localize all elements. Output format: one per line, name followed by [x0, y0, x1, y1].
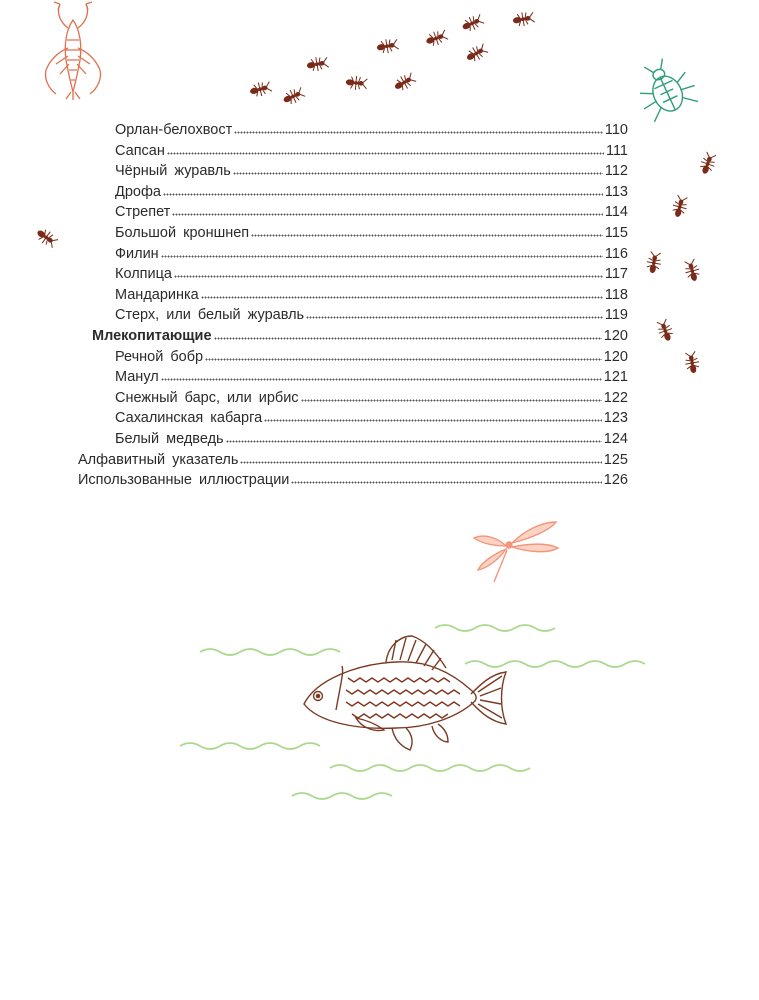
- toc-page-number: 115: [604, 224, 628, 241]
- toc-entry-label: Стрепет: [115, 204, 171, 221]
- toc-entry-label: Чёрный журавль: [115, 163, 231, 180]
- table-of-contents: [78, 120, 628, 491]
- toc-entry-label: Мандаринка: [115, 286, 199, 303]
- toc-entry[interactable]: [78, 244, 628, 265]
- toc-entry[interactable]: [78, 223, 628, 244]
- dragonfly-icon: [470, 516, 565, 588]
- toc-page-number: 118: [604, 286, 628, 303]
- leader-dots: [264, 410, 602, 422]
- toc-page-number: 111: [605, 142, 628, 159]
- toc-page-number: 126: [603, 472, 628, 489]
- toc-entry-label: Алфавитный указатель: [78, 451, 239, 468]
- toc-entry-label: Использованные иллюстрации: [78, 472, 290, 489]
- leader-dots: [251, 225, 603, 237]
- toc-entry-label: Манул: [115, 369, 159, 386]
- toc-page-number: 123: [603, 410, 628, 427]
- toc-page-number: 112: [604, 163, 628, 180]
- toc-section-mammals[interactable]: [78, 326, 628, 347]
- leader-dots: [161, 369, 602, 381]
- appendix-list: [78, 450, 628, 491]
- toc-entry[interactable]: [78, 367, 628, 388]
- toc-section-label: Млекопитающие: [92, 327, 212, 344]
- leader-dots: [291, 472, 601, 484]
- toc-page-number: 119: [604, 307, 628, 324]
- toc-entry-label: Сахалинская кабарга: [115, 410, 263, 427]
- toc-page-number: 121: [603, 369, 628, 386]
- leader-dots: [226, 431, 602, 443]
- toc-page-number: 122: [603, 389, 628, 406]
- beetle-icon: [626, 52, 706, 127]
- toc-entry[interactable]: [78, 429, 628, 450]
- toc-entry-label: Филин: [115, 245, 159, 262]
- toc-entry[interactable]: [78, 450, 628, 471]
- leader-dots: [240, 452, 601, 464]
- toc-entry[interactable]: [78, 347, 628, 368]
- toc-entry[interactable]: [78, 305, 628, 326]
- toc-entry-label: Орлан-белохвост: [115, 122, 233, 138]
- toc-entry[interactable]: [78, 470, 628, 491]
- toc-entry-label: Белый медведь: [115, 430, 224, 447]
- toc-page-number: 120: [603, 327, 628, 344]
- leader-dots: [306, 307, 603, 319]
- leader-dots: [172, 204, 603, 216]
- leader-dots: [161, 246, 603, 258]
- birds-list: [78, 120, 628, 326]
- toc-page-number: 110: [604, 122, 628, 138]
- toc-entry[interactable]: [78, 408, 628, 429]
- toc-entry-label: Сапсан: [115, 142, 165, 159]
- leader-dots: [205, 349, 602, 361]
- toc-entry[interactable]: [78, 388, 628, 409]
- toc-entry[interactable]: [78, 161, 628, 182]
- toc-entry[interactable]: [78, 264, 628, 285]
- toc-entry[interactable]: [78, 285, 628, 306]
- toc-entry-label: Большой кроншнеп: [115, 224, 250, 241]
- leader-dots: [234, 122, 603, 134]
- leader-dots: [301, 390, 602, 402]
- toc-entry-label: Дрофа: [115, 183, 161, 200]
- toc-entry[interactable]: [78, 141, 628, 162]
- leader-dots: [201, 287, 603, 299]
- toc-page-number: 120: [603, 348, 628, 365]
- toc-entry-label: Снежный барс, или ирбис: [115, 389, 299, 406]
- toc-entry-label: Колпица: [115, 266, 172, 283]
- mammals-list: [78, 347, 628, 450]
- toc-page-number: 117: [604, 266, 628, 283]
- toc-entry[interactable]: [78, 120, 628, 141]
- toc-entry-label: Стерх, или белый журавль: [115, 307, 305, 324]
- toc-page-number: 124: [603, 430, 628, 447]
- toc-entry[interactable]: [78, 202, 628, 223]
- leader-dots: [163, 184, 603, 196]
- leader-dots: [174, 266, 603, 278]
- toc-entry-label: Речной бобр: [115, 348, 204, 365]
- toc-page-number: 114: [604, 204, 628, 221]
- leader-dots: [233, 163, 603, 175]
- toc-page-number: 116: [604, 245, 628, 262]
- toc-entry[interactable]: [78, 182, 628, 203]
- toc-page-number: 113: [604, 183, 628, 200]
- leader-dots: [167, 143, 604, 155]
- fish-icon: [296, 632, 510, 758]
- leader-dots: [214, 328, 602, 340]
- toc-page-number: 125: [603, 451, 628, 468]
